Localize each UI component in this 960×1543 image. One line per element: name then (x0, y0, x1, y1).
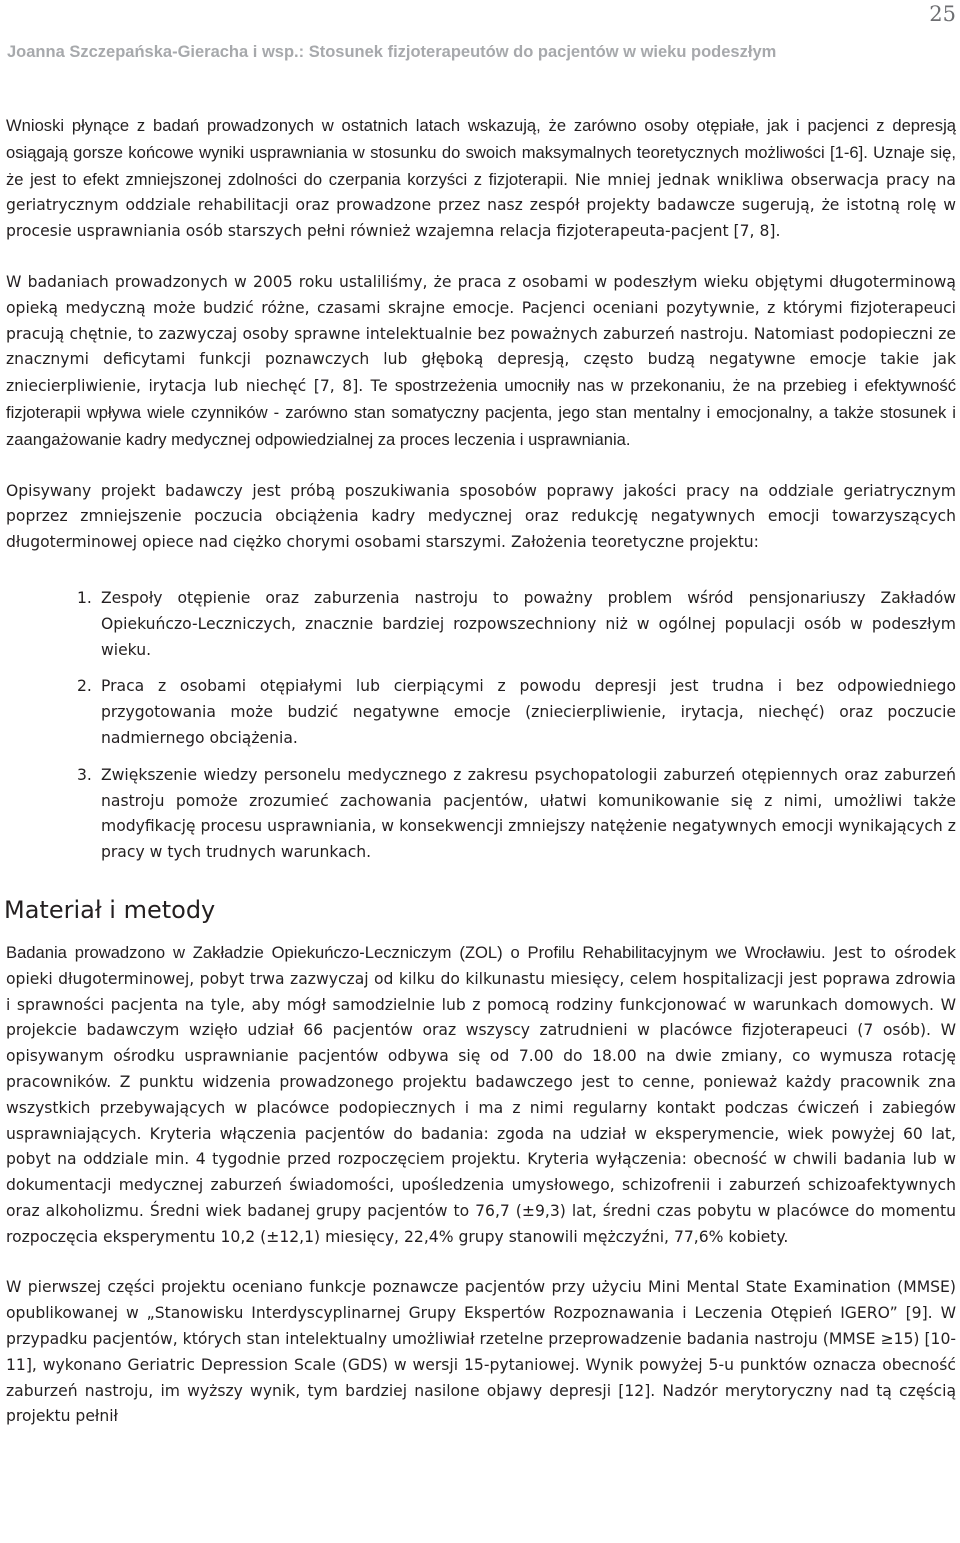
list-item (77, 674, 956, 751)
list-item-number: 1. (77, 588, 92, 607)
list-item-text: Zespoły otępienie oraz zaburzenia nastroju to poważny problem wśród pensjonariuszy Zakładów Opiekuńczo-Leczniczych, znacznie bardziej rozpowszechniony niż w ogólnej populacji osób w podeszłym wieku. (101, 588, 956, 659)
list-item-text: Praca z osobami otępiałymi lub cierpiącymi z powodu depresji jest trudna i bez odpowiedniego przygotowania może budzić negatywne emocje (zniecierpliwienie, irytacja, niechęć) oraz poczucie nadmiernego obciążenia. (101, 677, 956, 747)
assumptions-list (6, 586, 956, 866)
paragraph-2-second: Te spostrzeżenia umocniły nas w przekonaniu, że na przebieg i efektywność fizjoterapii wpływa wiele czynników - zarówno stan somatyczny pacjenta, jego stan mentalny i emocjonalny, a także stosunek i zaangażowanie kadry medycznej odpowiedzialnej za proces leczenia i usprawniania. (6, 376, 956, 449)
running-header (7, 43, 956, 62)
list-item (77, 763, 956, 866)
paragraph-4-intro: Badania prowadzono w Zakładzie Opiekuńczo-Leczniczym (ZOL) o Profilu Rehabilitacyjnym we Wrocławiu. (6, 942, 826, 962)
header-separator: : (298, 43, 309, 61)
paragraph-1-intro: Wnioski płynące z badań prowadzonych w ostatnich latach wskazują, że zarówno osoby otępiałe, jak i pacjenci z depresją osiągają gorsze końcowe wyniki usprawniania w stosunku do swoich maksymalnych teoretycznych możliwości [1-6]. Uznaje się, że jest to efekt zmniejszonej zdolności do czerpania korzyści z fizjoterapii. (6, 116, 956, 189)
paragraph-3: Opisywany projekt badawczy jest próbą poszukiwania sposobów poprawy jakości pracy na oddziale geriatrycznym poprzez zmniejszenie poczucia obciążenia kadry medycznej oraz redukcję negatywnych emocji towarzyszących długoterminowej opiece nad ciężko chorymi osobami starszymi. Założenia teoretyczne projektu: (6, 481, 956, 552)
section-heading: Materiał i metody (4, 895, 216, 924)
list-item-number: 2. (77, 677, 92, 696)
page-number: 25 (929, 2, 956, 26)
paragraph-4 (6, 940, 956, 1251)
list-item (77, 586, 956, 663)
header-title: Stosunek fizjoterapeutów do pacjentów w wieku podeszłym (308, 43, 777, 61)
paragraph-1-rest: Nie mniej jednak wnikliwa obserwacja pracy na geriatrycznym oddziale rehabilitacji oraz prowadzone przez nasz zespół projekty badawcze sugerują, że istotną rolę w procesie usprawniania osób starszych pełni również wzajemna relacja fizjoterapeuta-pacjent [7, 8]. (6, 170, 956, 241)
header-authors: Joanna Szczepańska-Gieracha i wsp. (7, 43, 299, 61)
paragraph-5: W pierwszej części projektu oceniano funkcje poznawcze pacjentów przy użyciu Mini Mental State Examination (MMSE) opublikowanej w „Stanowisku Interdyscyplinarnej Grupy Ekspertów Rozpoznawania i Leczenia Otępień IGERO” [9]. W przypadku pacjentów, których stan intelektualny umożliwiał rzetelne przeprowadzenie badania nastroju (MMSE ≥15) [10-11], wykonano Geriatric Depression Scale (GDS) w wersji 15-pytaniowej. Wynik powyżej 5-u punktów oznacza obecność zaburzeń nastroju, im wyższy wynik, tym bardziej nasilone objawy depresji [12]. Nadzór merytoryczny nad tą częścią projektu pełnił (6, 1278, 956, 1426)
paragraph-4-rest: Jest to ośrodek opieki długoterminowej, pobyt trwa zazwyczaj od kilku do kilkunastu miesięcy, celem hospitalizacji jest poprawa zdrowia i sprawności pacjenta na tyle, aby mógł samodzielnie lub z pomocą rodziny funkcjonować w warunkach domowych. W projekcie badawczym wzięło udział 66 pacjentów oraz wszyscy zatrudnieni w placówce fizjoterapeuci (7 osób). W opisywanym ośrodku usprawnianie pacjentów odbywa się od 7.00 do 18.00 na dwie zmiany, co wymusza rotację pracowników. Z punktu widzenia prowadzonego projektu badawczego jest to cenne, ponieważ każdy pracownik zna wszystkich przebywających w placówce podopiecznych i ma z nimi regularny kontakt podczas ćwiczeń i zabiegów usprawniających. Kryteria włączenia pacjentów do badania: zgoda na udział w eksperymencie, wiek powyżej 60 lat, pobyt na oddziale min. 4 tygodnie przed rozpoczęciem projektu. Kryteria wyłączenia: obecność w chwili badania lub w dokumentacji medycznej zaburzeń świadomości, upośledzenia umysłowego, schizofrenii i zaburzeń schizoafektywnych oraz alkoholizmu. Średni wiek badanej grupy pacjentów to 76,7 (±9,3) lat, średni czas pobytu w placówce do momentu rozpoczęcia eksperymentu 10,2 (±12,1) miesięcy, 22,4% grupy stanowili mężczyźni, 77,6% kobiety. (6, 943, 956, 1246)
list-item-number: 3. (77, 765, 92, 784)
paragraph-2 (6, 270, 956, 454)
paragraph-1 (6, 113, 956, 245)
list-item-text: Zwiększenie wiedzy personelu medycznego z zakresu psychopatologii zaburzeń otępiennych oraz zaburzeń nastroju pomoże zrozumieć zachowania pacjentów, ułatwi komunikowanie się z nimi, umożliwi także modyfikację procesu usprawniania, w konsekwencji zmniejszy natężenie negatywnych emocji wynikających z pracy w tych trudnych warunkach. (101, 765, 956, 862)
paragraph-2-first: W badaniach prowadzonych w 2005 roku ustaliliśmy, że praca z osobami w podeszłym wieku objętymi długoterminową opieką medyczną może budzić różne, czasami skrajne emocje. Pacjenci oceniani pozytywnie, z którymi fizjoterapeuci pracują chętnie, to zazwyczaj osoby sprawne intelektualnie bez poważnych zaburzeń nastroju. Natomiast podopieczni ze znacznymi deficytami funkcji poznawczych lub głęboką depresją, często budzą negatywne emocje takie jak zniecierpliwienie, irytacja lub niechęć [7, 8]. (6, 272, 956, 396)
article-body (6, 113, 956, 1430)
